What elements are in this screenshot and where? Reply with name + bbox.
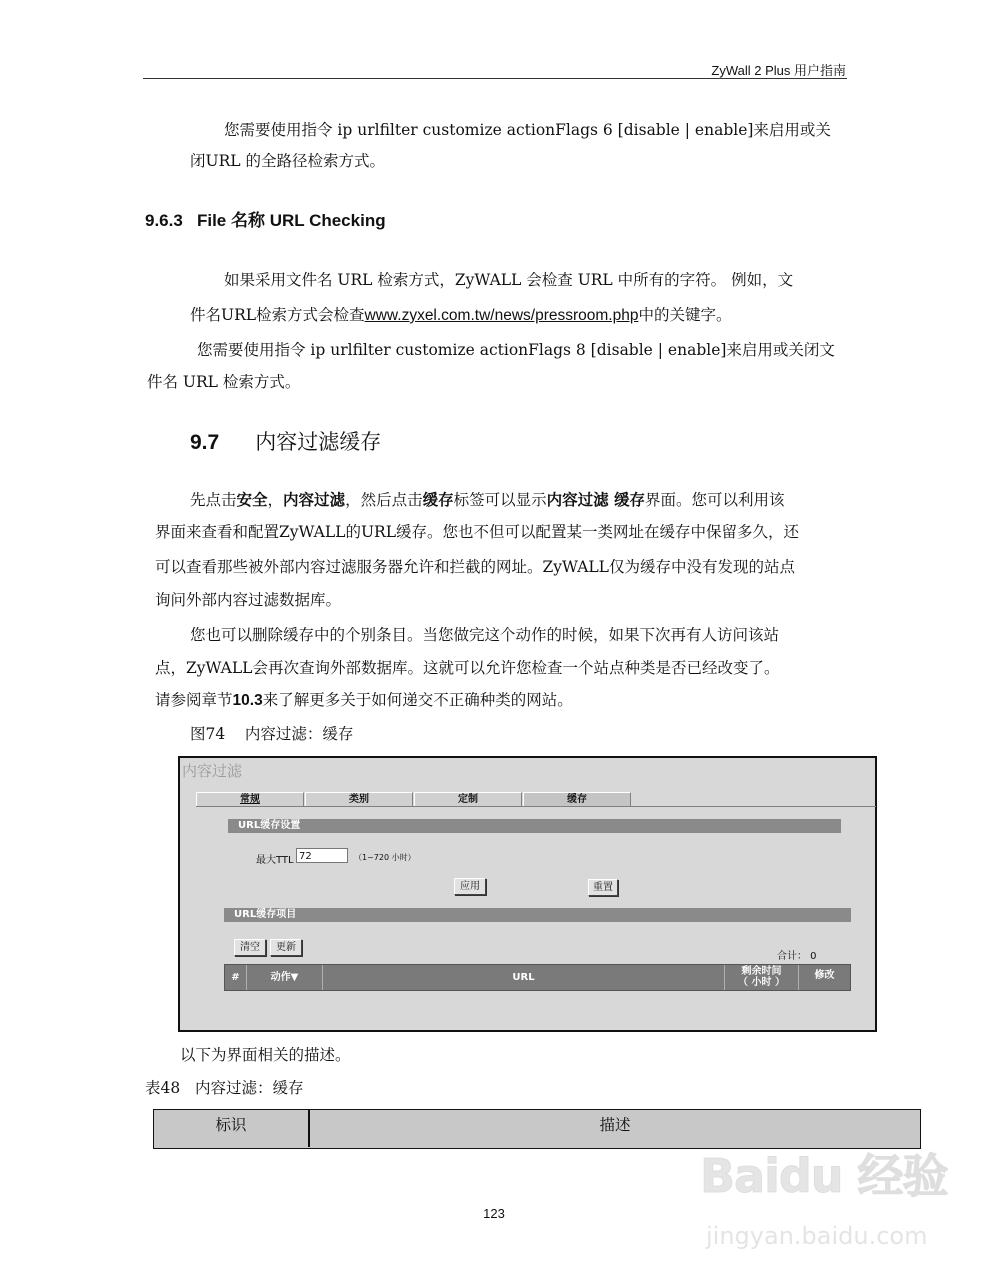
section-number: 9.7 (190, 431, 220, 454)
clear-button[interactable]: 清空 (234, 939, 266, 956)
paragraph-line: 闭URL 的全路径检索方式。 (190, 152, 385, 170)
chapter-ref: 10.3 (232, 692, 263, 709)
header-label: 标识 (215, 1116, 247, 1134)
paragraph-line: 询问外部内容过滤数据库。 (155, 591, 342, 609)
apply-button[interactable]: 应用 (454, 878, 486, 895)
watermark-url: jingyan.baidu.com (706, 1222, 928, 1250)
paragraph-line: 您也可以删除缓存中的个别条目。当您做完这个动作的时候，如果下次再有人访问该站 (190, 626, 780, 644)
reset-button[interactable]: 重置 (588, 879, 618, 896)
text-segment: 先点击 (190, 491, 237, 509)
tab-general[interactable]: 常规 (196, 792, 304, 807)
header-rule (143, 78, 847, 79)
text-segment: 件名URL检索方式会检查 (190, 306, 365, 324)
watermark-brand: Baidu 经验 (700, 1149, 948, 1203)
figure-caption: 图74 内容过滤：缓存 (190, 725, 354, 743)
total-count: 合计： 0 (777, 951, 817, 962)
table-caption: 表48 内容过滤：缓存 (145, 1079, 304, 1097)
menu-ref-content-filter: 内容过滤 (283, 490, 346, 509)
max-ttl-input[interactable]: 72 (296, 848, 348, 863)
paragraph-line: 件名 URL 检索方式。 (147, 373, 301, 391)
refresh-button[interactable]: 更新 (270, 939, 302, 956)
paragraph-line: 您需要使用指令 ip urlfilter customize actionFlags 6 [disable | enable]来启用或关 (224, 121, 831, 139)
paragraph-line (190, 305, 731, 326)
tab-customize[interactable]: 定制 (414, 792, 522, 807)
page-number: 123 (483, 1206, 505, 1221)
screen-ref-cache: 内容过滤 缓存 (546, 490, 646, 509)
paragraph-line: 您需要使用指令 ip urlfilter customize actionFlags 8 [disable | enable]来启用或关闭文 (197, 341, 835, 359)
tab-categories[interactable]: 类别 (305, 792, 413, 807)
text-segment: ， (267, 491, 284, 509)
menu-ref-security: 安全 (236, 490, 268, 509)
col-url: URL (323, 965, 725, 990)
col-index: # (225, 965, 247, 990)
paragraph-line (190, 490, 785, 510)
paragraph-line: 如果采用文件名 URL 检索方式，ZyWALL 会检查 URL 中所有的字符。 例如，文 (224, 271, 794, 289)
col-remaining-line1: 剩余时间 (741, 966, 782, 977)
text-segment: ，然后点击 (345, 491, 423, 509)
baidu-watermark (700, 1140, 948, 1270)
ttl-range-hint: （1~720 小时） (354, 853, 416, 862)
col-remaining-time (725, 965, 799, 990)
cache-table-header (224, 964, 851, 991)
paragraph-line: 可以查看那些被外部内容过滤服务器允许和拦截的网址。ZyWALL仅为缓存中没有发现的站点 (155, 558, 795, 576)
text-segment: 来了解更多关于如何递交不正确种类的网站。 (262, 691, 573, 709)
window-title: 内容过滤 (182, 762, 243, 780)
col-remaining-line2: （ 小时 ） (738, 977, 785, 988)
running-header: ZyWall 2 Plus 用户指南 (711, 63, 846, 78)
col-modify: 修改 (814, 970, 835, 981)
paragraph-line (155, 690, 573, 711)
pressroom-link[interactable]: www.zyxel.com.tw/news/pressroom.php (364, 307, 639, 324)
header-description: 描述 (599, 1116, 631, 1134)
text-segment: 界面。您可以利用该 (645, 491, 785, 509)
paragraph-line: 以下为界面相关的描述。 (180, 1046, 351, 1064)
text-segment: 中的关键字。 (638, 306, 732, 324)
max-ttl-label: 最大TTL (256, 855, 294, 866)
section-title: 内容过滤缓存 (255, 430, 382, 454)
text-segment: 请参阅章节 (155, 691, 233, 709)
paragraph-line: 界面来查看和配置ZyWALL的URL缓存。您也不但可以配置某一类网址在缓存中保留多久，还 (155, 523, 799, 541)
text-segment: 标签可以显示 (453, 491, 547, 509)
menu-ref-cache: 缓存 (422, 490, 454, 509)
col-action[interactable]: 动作▼ (247, 965, 323, 990)
tab-cache[interactable]: 缓存 (523, 792, 631, 807)
section-bar-url-cache-entries: URL缓存项目 (224, 908, 851, 922)
content-filter-cache-screenshot (178, 756, 877, 1032)
tab-divider (196, 806, 876, 807)
section-heading-9-6-3: 9.6.3 File 名称 URL Checking (145, 211, 386, 230)
section-bar-url-cache-setup: URL缓存设置 (228, 819, 841, 833)
section-heading-9-7 (190, 426, 381, 456)
paragraph-line: 点，ZyWALL会再次查询外部数据库。这就可以允许您检查一个站点种类是否已经改变了。 (155, 659, 780, 677)
